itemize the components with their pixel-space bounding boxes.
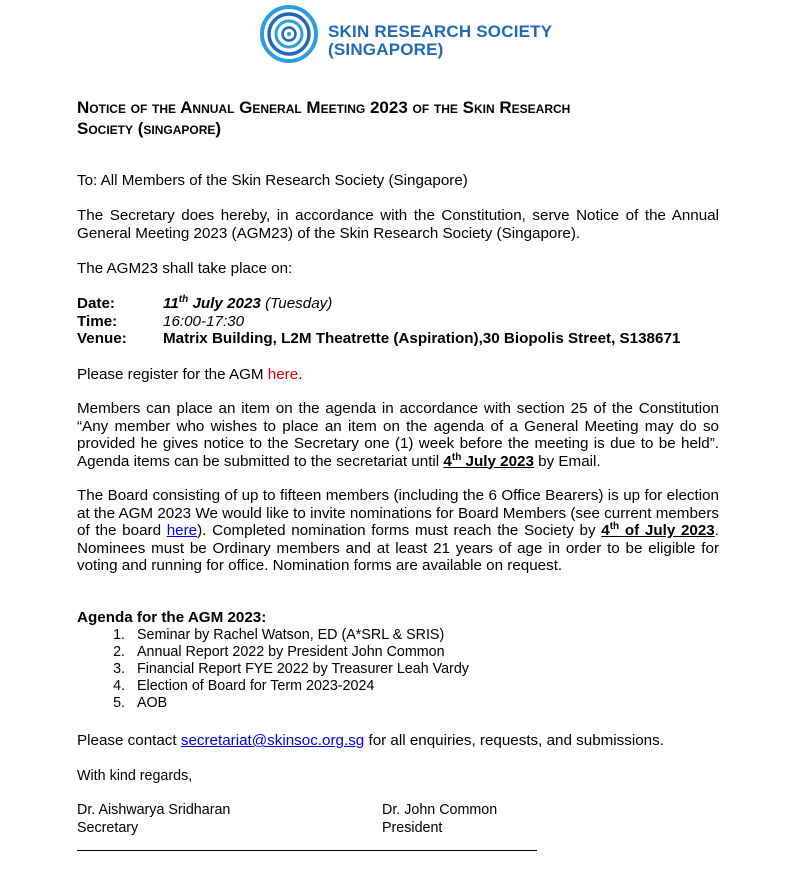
agenda-deadline: 4th July 2023 [443,451,534,470]
secretary-role: Secretary [77,819,139,836]
meeting-details [77,295,719,348]
agenda-item: 3. Financial Report FYE 2022 by Treasurer Leah Vardy [113,660,469,677]
bottom-divider [77,850,537,851]
agenda-item: 4. Election of Board for Term 2023-2024 [113,677,375,694]
time-value: 16:00-17:30 [163,312,245,330]
register-line [77,366,719,384]
venue-label: Venue: [77,330,127,347]
agenda-item: 5. AOB [113,694,168,711]
secretariat-email-link[interactable]: secretariat@skinsoc.org.sg [180,732,365,749]
date-label: Date: [77,295,115,312]
notice-title [77,97,737,139]
president-role: President [382,819,443,836]
date-value: 11th July 2023 (Tuesday) [163,294,333,312]
board-election-paragraph: The Board consisting of up to fifteen members (including the 6 Office Bearers) is up for election at the AGM 2023 We would like to invite nominations for Board Members (see current members of the board here). Completed nomination forms must reach the Society by 4th of July 2023. Nominees must be Ordinary members and at least 21 years of age in order to be eligible for voting and running for office. Nomination forms are available on request. [77,487,719,574]
contact-line: Please contact secretariat@skinsoc.org.sg for all enquiries, requests, and submissions. [77,732,664,749]
venue-value: Matrix Building, L2M Theatrette (Aspiration),30 Biopolis Street, S138671 [163,330,681,347]
to-line: To: All Members of the Skin Research Society (Singapore) [77,172,468,189]
register-here-link[interactable]: here [267,366,299,383]
time-row [77,313,719,331]
agenda-submission-paragraph: Members can place an item on the agenda in accordance with section 25 of the Constitution “Any member who wishes to place an item on the agenda of a General Meeting may do so provided he gives notice to the Secretary one (1) week before the meeting is due to be held”. Agenda items can be submitted to the secretariat until 4th July 2023 by Email. [77,400,719,470]
agenda-title: Agenda for the AGM 2023: [77,609,267,626]
register-suffix: . [298,366,303,383]
president-name: Dr. John Common [382,802,498,818]
date-row [77,295,719,313]
agenda-section [77,609,719,712]
signature-president [382,802,497,837]
agenda-item: 1. Seminar by Rachel Watson, ED (A*SRL & SRIS) [113,626,445,643]
agenda-list [77,627,719,712]
nomination-deadline: 4th of July 2023 [601,521,715,539]
agm-lead-text: The AGM23 shall take place on: [77,260,293,277]
closing-regards: With kind regards, [77,768,193,784]
organisation-name [328,23,552,59]
board-members-here-link[interactable]: here [166,522,198,539]
org-name-line1: SKIN RESEARCH SOCIETY [328,22,553,41]
register-prefix: Please register for the AGM [77,366,268,383]
signature-secretary [77,802,230,837]
time-label: Time: [77,312,118,330]
agenda-item: 2. Annual Report 2022 by President John Common [113,643,445,660]
org-name-line2: (SINGAPORE) [328,40,444,59]
secretary-name: Dr. Aishwarya Sridharan [77,802,231,818]
concentric-circles-logo-icon [254,4,324,64]
intro-paragraph: The Secretary does hereby, in accordance with the Constitution, serve Notice of the Annual General Meeting 2023 (AGM23) of the Skin Research Society (Singapore). [77,207,719,242]
notice-title-line1: Notice of the Annual General Meeting 2023 of the Skin Research [77,98,571,117]
venue-row [77,330,719,348]
notice-title-line2: Society (singapore) [77,119,222,138]
